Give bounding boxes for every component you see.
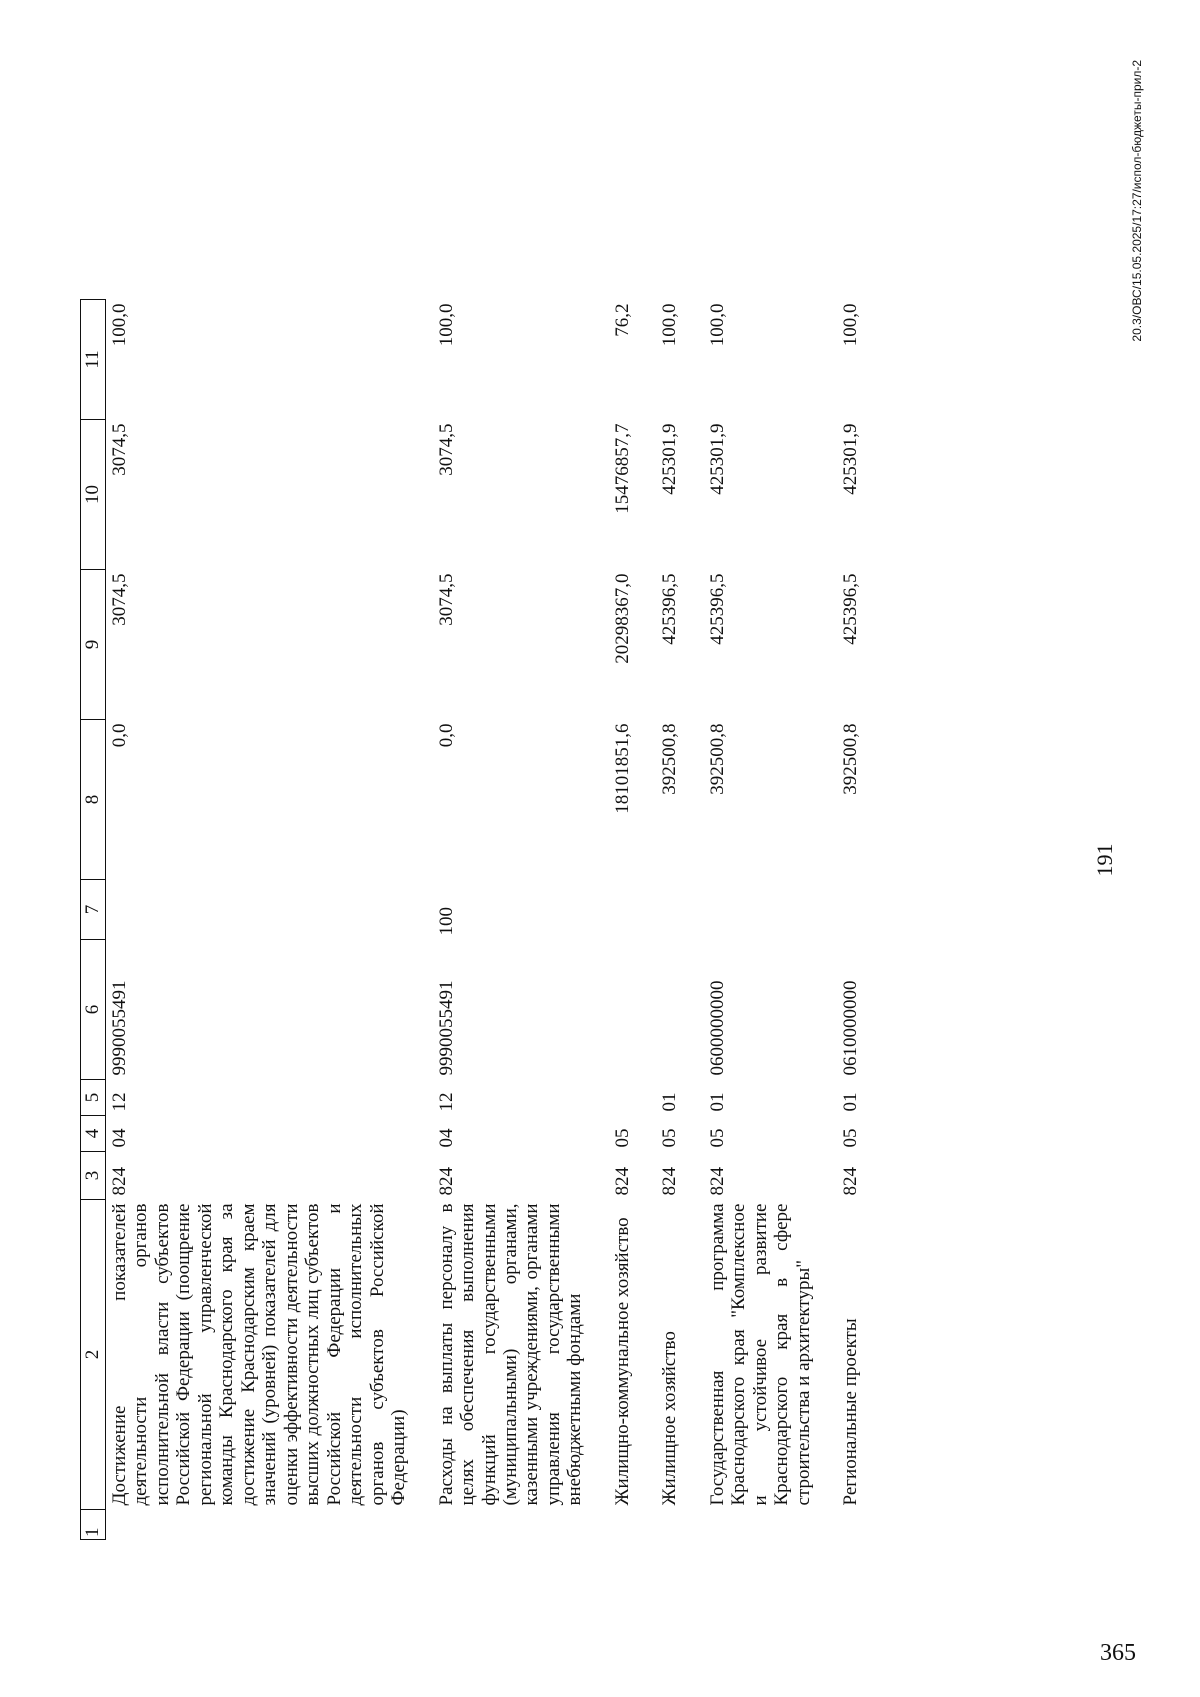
cell-c6: 0600000000 xyxy=(706,980,728,1076)
cell-c9: 3074,5 xyxy=(109,573,130,626)
cell-c4: 05 xyxy=(840,1128,862,1148)
cell-c5 xyxy=(609,1080,636,1116)
footer-note: 20.3/ОВС/15.05.2025/17:27/испол-бюджеты-прил-2 xyxy=(1130,60,1144,342)
header-cell: 9 xyxy=(81,570,106,720)
cell-c8: 392500,8 xyxy=(659,723,681,795)
cell-c11: 100,0 xyxy=(435,303,457,347)
cell-c5: 12 xyxy=(109,1092,130,1112)
cell-c4: 04 xyxy=(109,1128,130,1148)
table-row xyxy=(106,300,413,1540)
cell-c8: 18101851,6 xyxy=(611,723,633,814)
cell-c9: 425396,5 xyxy=(659,573,681,645)
cell-c4: 05 xyxy=(706,1128,728,1148)
header-cell: 5 xyxy=(81,1080,106,1116)
table-row xyxy=(704,300,817,1540)
cell-c7 xyxy=(656,880,683,940)
cell-c3: 824 xyxy=(611,1167,633,1196)
cell-c10: 15476857,7 xyxy=(611,423,633,514)
cell-c5: 01 xyxy=(840,1092,862,1112)
cell-c7 xyxy=(106,880,413,940)
cell-c7 xyxy=(609,880,636,940)
table-row xyxy=(609,300,636,1540)
cell-name: Региональные проекты xyxy=(840,1318,862,1506)
cell-c5: 01 xyxy=(659,1092,681,1112)
cell-name: Расходы на выплаты персоналу в целях обеспечения выполнения функций государственными (муниципальными) органами, казенными учреждениями, органами управления государственными внебюджетными фондами xyxy=(435,1203,586,1506)
cell-blank xyxy=(609,1510,636,1540)
cell-c4: 05 xyxy=(611,1128,633,1148)
cell-c10: 425301,9 xyxy=(706,423,728,495)
header-cell: 3 xyxy=(81,1152,106,1200)
cell-c4: 04 xyxy=(435,1128,457,1148)
header-cell: 2 xyxy=(81,1200,106,1510)
cell-c6: 9990055491 xyxy=(109,980,130,1076)
cell-c8: 0,0 xyxy=(435,723,457,748)
cell-c10: 425301,9 xyxy=(659,423,681,495)
cell-c9: 425396,5 xyxy=(706,573,728,645)
header-cell: 6 xyxy=(81,940,106,1080)
cell-c6 xyxy=(656,940,683,1080)
cell-blank xyxy=(704,1510,817,1540)
cell-c8: 0,0 xyxy=(109,723,130,748)
cell-c9: 20298367,0 xyxy=(611,573,633,664)
cell-c6: 0610000000 xyxy=(840,980,862,1076)
header-cell: 4 xyxy=(81,1116,106,1152)
cell-c3: 824 xyxy=(435,1167,457,1196)
table-row xyxy=(837,300,864,1540)
header-cell: 1 xyxy=(81,1510,106,1540)
cell-c10: 3074,5 xyxy=(435,423,457,476)
table-row xyxy=(656,300,683,1540)
cell-c6: 9990055491 xyxy=(435,980,457,1076)
budget-table xyxy=(80,299,885,1540)
rotated-page xyxy=(80,80,1170,1600)
cell-c11: 76,2 xyxy=(611,303,633,337)
cell-c5: 01 xyxy=(706,1092,728,1112)
table-row xyxy=(433,300,589,1540)
page-number-bottom: 365 xyxy=(1100,1640,1136,1666)
header-cell: 10 xyxy=(81,420,106,570)
cell-name: Достижение показателей деятельности органов исполнительной власти субъектов Российской Федерации (поощрение региональной управленческой команды Краснодарского края за достижение Краснодарским краем значений (уровней) показателей для оценки эффективности деятельности высших должностных лиц субъектов Российской Федерации и деятельности исполнительных органов субъектов Российской Федерации) xyxy=(109,1203,410,1506)
cell-c3: 824 xyxy=(659,1167,681,1196)
cell-blank xyxy=(656,1510,683,1540)
cell-c8: 392500,8 xyxy=(706,723,728,795)
header-cell: 7 xyxy=(81,880,106,940)
cell-c11: 100,0 xyxy=(109,303,130,347)
header-cell: 8 xyxy=(81,720,106,880)
cell-c11: 100,0 xyxy=(706,303,728,347)
cell-c11: 100,0 xyxy=(659,303,681,347)
cell-c7: 100 xyxy=(435,907,457,936)
header-row xyxy=(81,300,106,1540)
cell-c3: 824 xyxy=(109,1167,130,1196)
page-number-top: 191 xyxy=(1092,843,1117,877)
cell-c6 xyxy=(609,940,636,1080)
cell-c9: 3074,5 xyxy=(435,573,457,626)
cell-blank xyxy=(837,1510,864,1540)
cell-name: Государственная программа Краснодарского края "Комплексное и устойчивое развитие Краснодарского края в сфере строительства и архитектуры" xyxy=(706,1203,814,1506)
cell-c7 xyxy=(704,880,817,940)
cell-c8: 392500,8 xyxy=(840,723,862,795)
header-cell: 11 xyxy=(81,300,106,420)
cell-name: Жилищно-коммунальное хозяйство xyxy=(611,1217,633,1506)
cell-c11: 100,0 xyxy=(840,303,862,347)
cell-blank xyxy=(106,1510,413,1540)
cell-c3: 824 xyxy=(840,1167,862,1196)
cell-name: Жилищное хозяйство xyxy=(659,1331,681,1506)
cell-c5: 12 xyxy=(435,1092,457,1112)
cell-c3: 824 xyxy=(706,1167,728,1196)
cell-blank xyxy=(433,1510,589,1540)
cell-c4: 05 xyxy=(659,1128,681,1148)
cell-c7 xyxy=(837,880,864,940)
cell-c9: 425396,5 xyxy=(840,573,862,645)
cell-c10: 425301,9 xyxy=(840,423,862,495)
cell-c10: 3074,5 xyxy=(109,423,130,476)
